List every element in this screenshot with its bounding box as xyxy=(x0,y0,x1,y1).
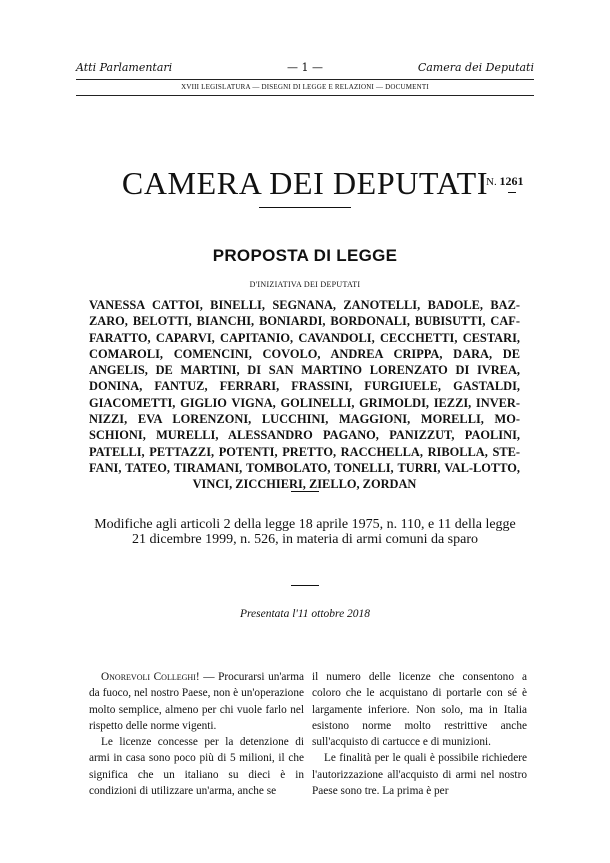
header-rule-bottom xyxy=(76,95,534,96)
paragraph: Le finalità per le quali è possibile richiedere l'autorizzazione all'acquisto di armi nel nostro Paese sono tre. La prima è per xyxy=(312,752,527,798)
body-column-left xyxy=(89,669,304,799)
authors-list: VANESSA CATTOI, BINELLI, SEGNANA, ZANOTELLI, BADOLE, BAZ-ZARO, BELOTTI, BIANCHI, BONIARDI, BORDONALI, BUBISUTTI, CAF-FARATTO, CAPARVI, CAPITANIO, CAVANDOLI, CECCHETTI, CESTARI, COMAROLI, COMENCINI, COVOLO, ANDREA CRIPPA, DARA, DE ANGELIS, DE MARTINI, DI SAN MARTINO LORENZATO DI IVREA, DONINA, FANTUZ, FERRARI, FRASSINI, FURGIUELE, GASTALDI, GIACOMETTI, GIGLIO VIGNA, GOLINELLI, GRIMOLDI, IEZZI, INVER-NIZZI, EVA LORENZONI, LUCCHINI, MAGGIONI, MORELLI, MO-SCHIONI, MURELLI, ALESSANDRO PAGANO, PANIZZUT, PAOLINI, PATELLI, PETTAZZI, POTENTI, PRETTO, RACCHELLA, RIBOLLA, STE-FANI, TATEO, TIRAMANI, TOMBOLATO, TONELLI, TURRI, VAL-LOTTO, VINCI, ZICCHIERI, ZIELLO, ZORDAN xyxy=(89,298,520,492)
paragraph xyxy=(89,669,304,734)
salutation: Onorevoli Colleghi! xyxy=(101,671,200,683)
paragraph-text: — Procurarsi un'arma da fuoco, nel nostro Paese, non è un'operazione molto semplice, almeno per chi vuole farlo nel rispetto delle norme vigenti. xyxy=(89,671,304,732)
subject-divider xyxy=(291,585,319,586)
bill-number xyxy=(486,174,523,189)
running-header xyxy=(76,61,534,77)
header-left: Atti Parlamentari xyxy=(76,61,173,74)
initiative-text: INIZIATIVA DEI DEPUTATI xyxy=(257,280,361,289)
subheader: XVIII LEGISLATURA — DISEGNI DI LEGGE E RELAZIONI — DOCUMENTI xyxy=(181,83,429,91)
title-divider xyxy=(259,207,351,208)
page-number: — 1 — xyxy=(287,61,323,74)
presentation-date: Presentata l'11 ottobre 2018 xyxy=(239,608,371,620)
bill-type: PROPOSTA DI LEGGE xyxy=(212,246,398,265)
bill-number-underline xyxy=(508,192,516,193)
bill-subject: Modifiche agli articoli 2 della legge 18 aprile 1975, n. 110, e 11 della legge 21 dicembre 1999, n. 526, in materia di armi comuni da sparo xyxy=(94,517,516,547)
authors-divider xyxy=(291,491,319,492)
paragraph: Le licenze concesse per la detenzione di armi in casa sono poco più di 5 milioni, il che significa che un italiano su dieci è in condizioni di utilizzare un'arma, anche se xyxy=(89,736,304,798)
header-rule-top xyxy=(76,79,534,80)
paragraph: il numero delle licenze che consentono a coloro che le acquistano di portarle con sé è largamente inferiore. Non solo, ma in Italia esistono norme molto restrittive anche sull'acquisto di cartucce e di munizioni. xyxy=(312,671,527,749)
header-right: Camera dei Deputati xyxy=(417,61,534,74)
initiative-line xyxy=(76,280,534,289)
bill-number-value: 1261 xyxy=(499,174,524,188)
body-column-right xyxy=(312,669,527,799)
bill-number-prefix: N. xyxy=(486,176,497,188)
initiative-prefix: D' xyxy=(249,280,258,289)
chamber-title: CAMERA DEI DEPUTATI xyxy=(121,165,489,201)
